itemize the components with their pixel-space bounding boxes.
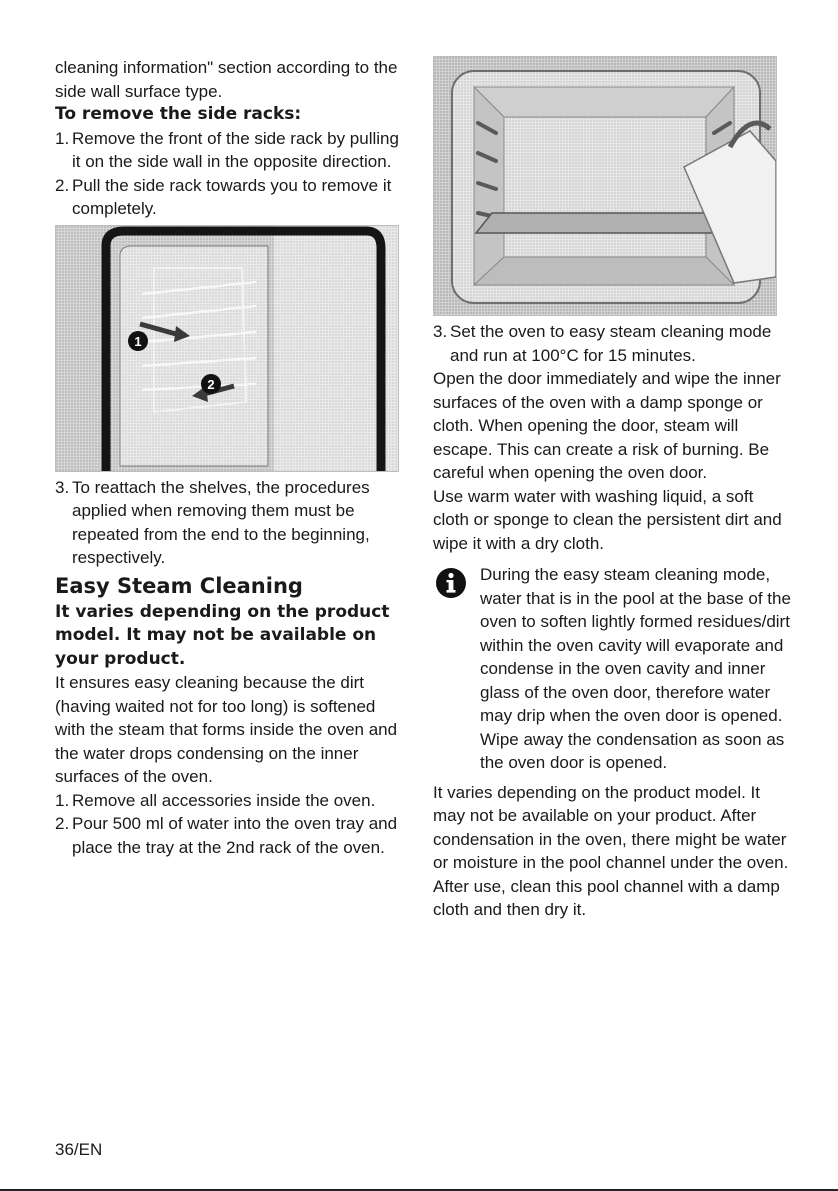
availability-note: It varies depending on the product model. It may not be available on your product. [55,601,390,669]
step-number: 2. [55,175,70,195]
step-text: Remove all accessories inside the oven. [72,790,376,810]
list-item [55,127,410,174]
step-number: 1. [55,128,70,148]
door-paragraph: Open the door immediately and wipe the inner surfaces of the oven with a damp sponge or cloth. When opening the door, steam will escape. This can create a risk of burning. Be careful when opening the oven door. [433,369,781,482]
remove-racks-heading: To remove the side racks: [55,104,302,124]
list-item [55,174,410,221]
left-column [55,56,410,859]
intro-paragraph: cleaning information" section according to the side wall surface type. [55,58,398,101]
list-item [55,812,410,859]
info-note [433,563,793,775]
right-column [433,56,793,922]
step-number: 2. [55,814,70,833]
callout-2: 2 [207,376,215,392]
list-item [55,789,410,813]
step-text: Set the oven to easy steam cleaning mode and run at 100°C for 15 minutes. [450,322,772,365]
reattach-step [55,476,410,570]
step-text: To reattach the shelves, the procedures applied when removing them must be repeated from the end to the beginning, respectively. [72,477,370,567]
step-text: Pull the side rack towards you to remove it completely. [72,175,392,218]
list-item [55,476,410,570]
step-text: Remove the front of the side rack by pulling it on the side wall in the opposite direction. [72,128,399,171]
callout-1: 1 [134,333,142,349]
info-note-text: During the easy steam cleaning mode, water that is in the pool at the base of the oven to soften lightly formed residues/dirt within the oven cavity will evaporate and condense in the oven cavity and inner glass of the oven door, therefore water may drip when the oven door is opened. Wipe away the condensation as soon as the oven door is opened. [480,565,791,772]
step-number: 3. [433,322,448,341]
step-number: 1. [55,790,70,810]
list-item [433,320,793,367]
page-number: 36/EN [55,1140,103,1159]
info-icon [435,567,467,599]
step-number: 3. [55,477,70,497]
side-rack-removal-figure [55,225,399,472]
final-paragraph: It varies depending on the product model. It may not be available on your product. After condensation in the oven, there might be water or moisture in the pool channel under the oven. After use, clean this pool channel with a damp cloth and then dry it. [433,782,789,919]
washing-paragraph: Use warm water with washing liquid, a soft cloth or sponge to clean the persistent dirt and wipe it with a dry cloth. [433,486,782,553]
steam-steps-list [55,789,410,860]
step-3 [433,320,793,367]
section-title: Easy Steam Cleaning [55,573,303,598]
remove-steps-list [55,127,410,221]
step-text: Pour 500 ml of water into the oven tray and place the tray at the 2nd rack of the oven. [72,814,398,857]
description-paragraph: It ensures easy cleaning because the dirt (having waited not for too long) is softened with the steam that forms inside the oven and the water drops condensing on the inner surfaces of the oven. [55,673,398,786]
oven-water-pour-figure [433,56,777,316]
